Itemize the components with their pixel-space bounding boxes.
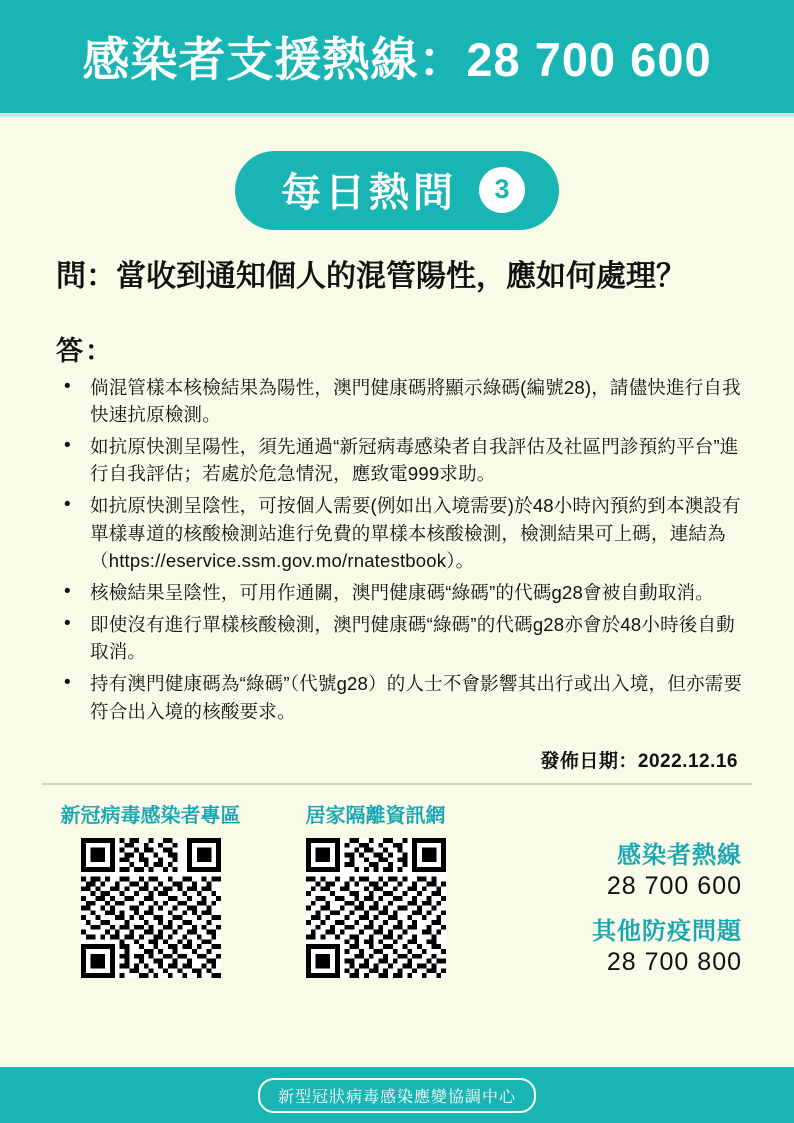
list-item: • 持有澳門健康碼為“綠碼”（代號g28）的人士不會影響其出行或出入境，但亦需要符合出入境的核酸要求。 (58, 670, 752, 724)
footer-badge: 新型冠狀病毒感染應變協調中心 (258, 1078, 536, 1113)
header-title: 感染者支援熱線：28 700 600 (82, 33, 712, 86)
list-item: • 倘混管樣本核檢結果為陽性，澳門健康碼將顯示綠碼(編號28)，請儘快進行自我快速抗原檢測。 (58, 374, 752, 428)
daily-question-pill (235, 151, 559, 230)
daily-question-banner (38, 151, 756, 230)
qr-block-home-isolation (263, 799, 488, 978)
pill-number-badge: 3 (479, 167, 525, 213)
question-text: 問：當收到通知個人的混管陽性，應如何處理？ (56, 260, 686, 293)
list-item: • 即使沒有進行單樣核酸檢測，澳門健康碼“綠碼”的代碼g28亦會於48小時後自動取消。 (58, 611, 752, 665)
hotline-number: 28 700 800 (606, 947, 742, 976)
qr-caption: 新冠病毒感染者專區 (60, 804, 241, 827)
hotline-title: 其他防疫問題 (592, 917, 742, 945)
poster-footer (0, 1067, 794, 1123)
qr-code-icon[interactable] (306, 838, 446, 978)
publish-date: 發佈日期：2022.12.16 (540, 750, 738, 772)
qr-section (38, 799, 756, 987)
answer-label: 答： (56, 335, 114, 366)
qr-caption: 居家隔離資訊網 (305, 804, 446, 827)
hotline-title: 感染者熱線 (617, 841, 742, 869)
poster-body (0, 117, 794, 1067)
poster-header (0, 0, 794, 113)
list-item: • 核檢結果呈陰性，可用作通關，澳門健康碼“綠碼”的代碼g28會被自動取消。 (58, 579, 752, 606)
qr-block-infected-zone (38, 799, 263, 978)
qr-code-icon[interactable] (81, 838, 221, 978)
list-item: • 如抗原快測呈陰性，可按個人需要(例如出入境需要)於48小時內預約到本澳設有單樣專道的核酸檢測站進行免費的單樣本核酸檢測，檢測結果可上碼，連結為（https://eservice.ssm.gov.mo/rnatestbook）。 (58, 492, 752, 574)
answer-list (38, 374, 756, 730)
list-item: • 如抗原快測呈陽性，須先通過“新冠病毒感染者自我評估及社區門診預約平台”進行自我評估；若處於危急情況，應致電999求助。 (58, 433, 752, 487)
hotline-section (592, 799, 756, 987)
section-divider (42, 783, 752, 785)
hotline-number: 28 700 600 (606, 871, 742, 900)
pill-label: 每日熱問 (281, 171, 457, 215)
